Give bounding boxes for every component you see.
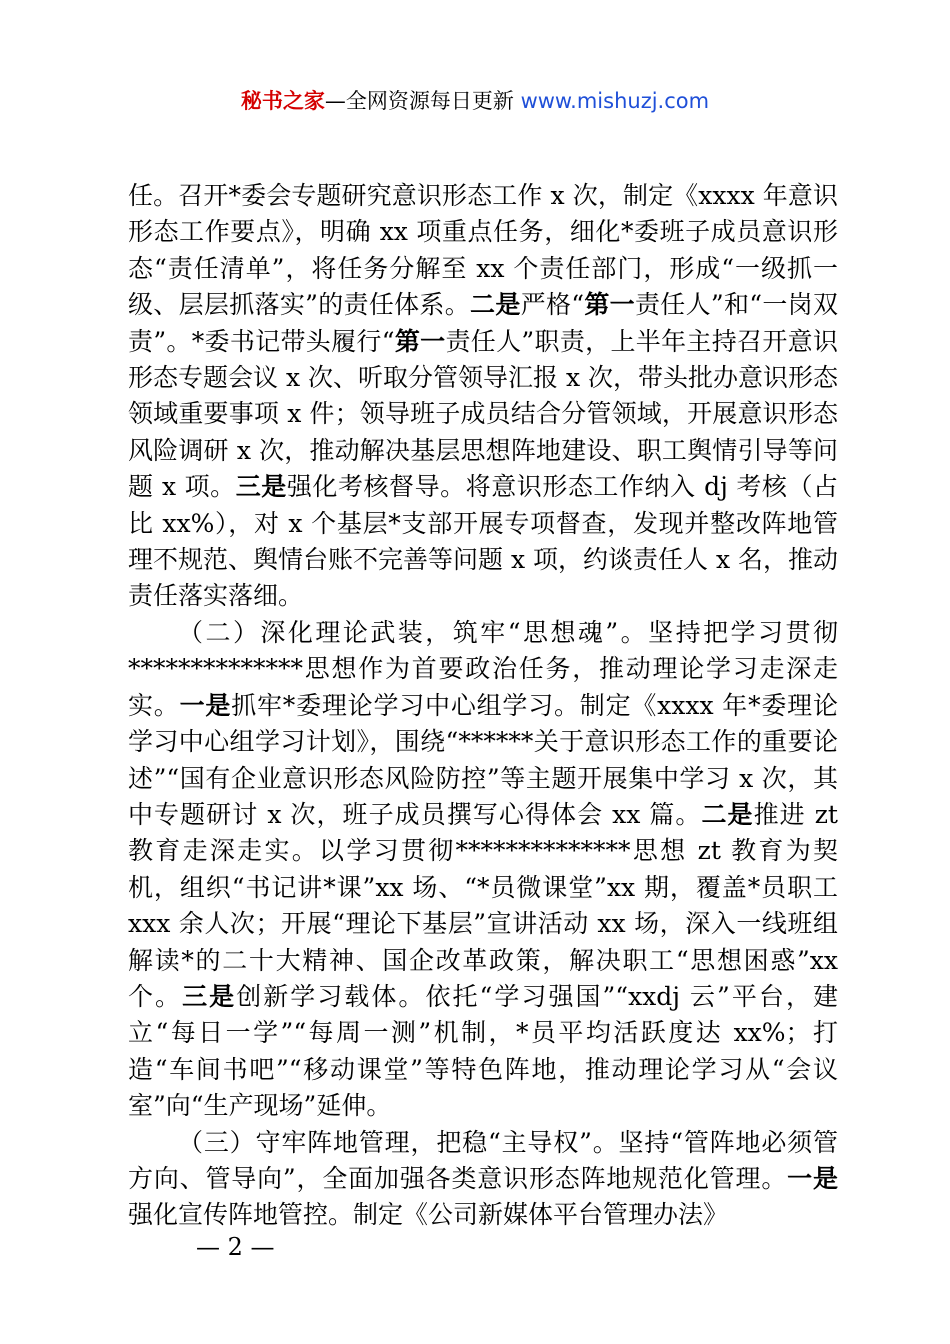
text-run: （三）守牢阵地管理，把稳“主导权”。坚持“管阵地必须管方向、管导向”，全面加强各类意识形态阵地规范化管理。 [128,1127,838,1193]
paragraph-theory [128,615,838,1125]
banner-slogan: —全网资源每日更新 [324,89,521,113]
site-url-link[interactable]: www.mishuzj.com [520,89,710,113]
bold-run: 一是 [787,1163,838,1193]
document-body [128,178,838,1234]
paragraph-responsibility [128,178,838,615]
text-run: 任。召开*委会专题研究意识形态工作 x 次，制定《xxxx 年意识形态工作要点》，明确 xx 项重点任务，细化*委班子成员意识形态“责任清单”，将任务分解至 xx 个责任部门，形成“一级抓一级、层层抓落实”的责任体系。 [128,181,838,320]
text-run: 强化考核督导。将意识形态工作纳入 dj 考核（占比 xx%），对 x 个基层*支部开展专项督查，发现并整改阵地管理不规范、舆情台账不完善等问题 x 项，约谈责任人 x 名，推动责任落实落细。 [128,472,838,611]
site-banner [0,86,950,116]
text-run: 推进 zt 教育走深走实。以学习贯彻**************思想 zt 教育为契机，组织“书记讲*课”xx 场、“*员微课堂”xx 期，覆盖*员职工 xxx 余人次；开展“理论下基层”宣讲活动 xx 场，深入一线班组解读*的二十大精神、国企改革政策，解决职工“思想困惑”xx 个。 [128,799,838,1011]
bold-run: 二是 [470,290,521,320]
brand-name: 秘书之家 [240,89,325,113]
bold-run: 第一 [394,326,446,356]
text-run: 创新学习载体。依托“学习强国”“xxdj 云”平台，建立“每日一学”“每周一测”机制，*员平均活跃度达 xx%；打造“车间书吧”“移动课堂”等特色阵地，推动理论学习从“会议室”向“生产现场”延伸。 [128,981,838,1121]
text-run: （二）深化理论武装，筑牢“思想魂”。坚持把学习贯彻**************思想作为首要政治任务，推动理论学习走深走实。 [128,617,838,720]
text-run: 强化宣传阵地管控。制定《公司新媒体平台管理办法》 [128,1200,729,1230]
bold-run: 三是 [235,472,287,502]
paragraph-position-management [128,1125,838,1234]
text-run: 责任人”和“一岗双责”。*委书记带头履行“ [128,290,838,356]
bold-run: 第一 [584,290,635,320]
bold-run: 二是 [701,799,754,829]
bold-run: 一是 [179,690,232,720]
page-number: — 2 — [196,1233,275,1261]
text-run: 责任人”职责，上半年主持召开意识形态专题会议 x 次、听取分管领导汇报 x 次，带头批办意识形态领域重要事项 x 件；领导班子成员结合分管领域，开展意识形态风险调研 x 次，推动解决基层思想阵地建设、职工舆情引导等问题 x 项。 [128,326,838,502]
text-run: 抓牢*委理论学习中心组学习。制定《xxxx 年*委理论学习中心组学习计划》，围绕“******关于意识形态工作的重要论述”“国有企业意识形态风险防控”等主题开展集中学习 x 次，其中专题研讨 x 次，班子成员撰写心得体会 xx 篇。 [128,690,838,829]
text-run: 严格“ [520,290,585,320]
bold-run: 三是 [182,981,237,1011]
